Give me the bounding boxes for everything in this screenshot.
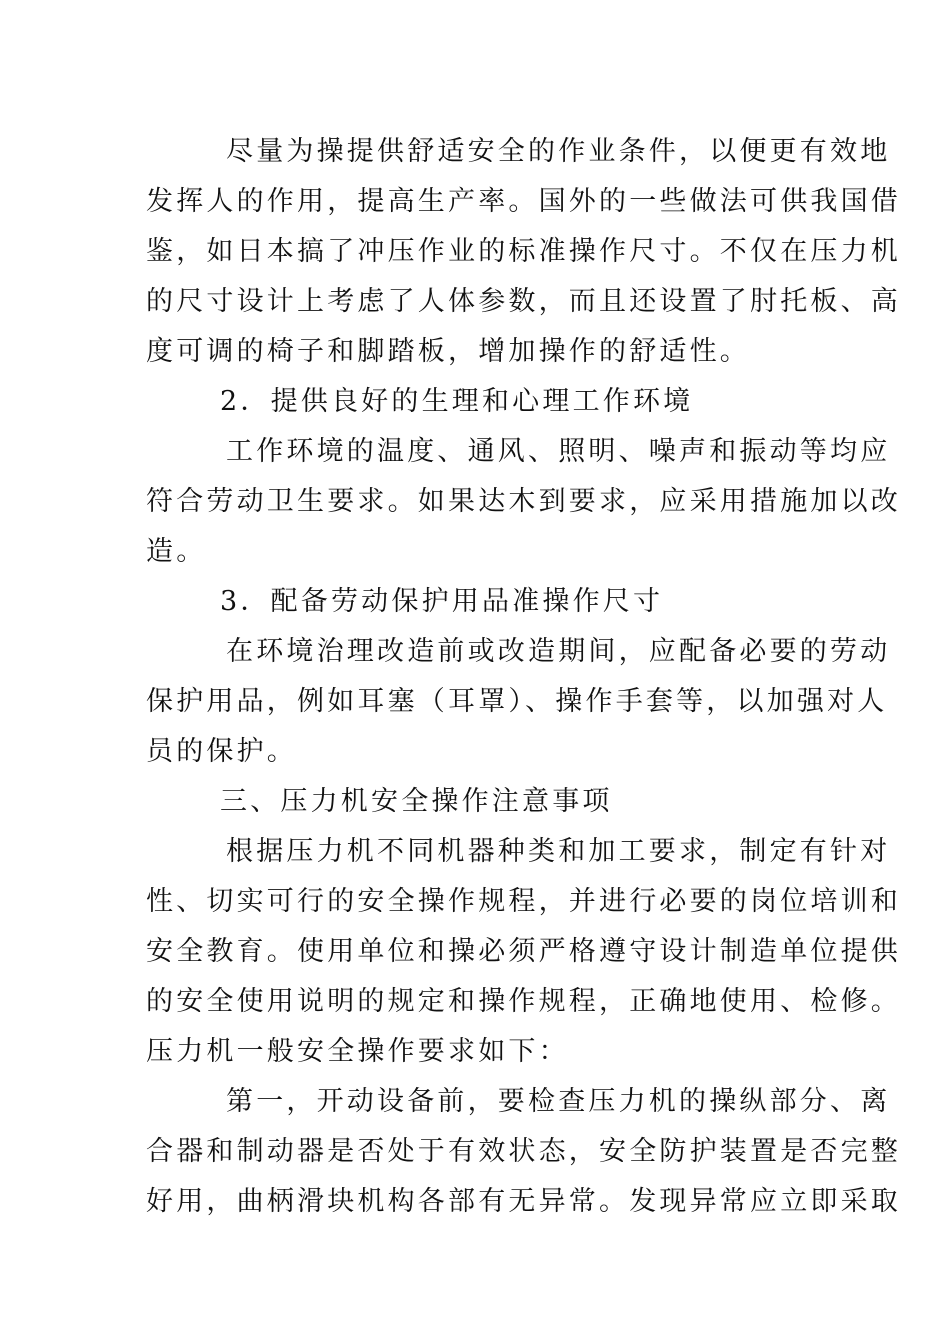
- paragraph-line: 性、切实可行的安全操作规程，并进行必要的岗位培训和: [146, 886, 901, 917]
- section-heading: 三、压力机安全操作注意事项: [220, 786, 613, 817]
- paragraph-line: 根据压力机不同机器种类和加工要求，制定有针对: [226, 836, 891, 867]
- paragraph-line: 保护用品，例如耳塞（耳罩）、操作手套等，以加强对人: [146, 686, 888, 717]
- paragraph-line: 在环境治理改造前或改造期间，应配备必要的劳动: [226, 636, 891, 667]
- paragraph-line: 鉴，如日本搞了冲压作业的标准操作尺寸。不仅在压力机: [146, 236, 901, 267]
- paragraph-line: 合器和制动器是否处于有效状态，安全防护装置是否完整: [146, 1136, 901, 1167]
- paragraph-line: 好用，曲柄滑块机构各部有无异常。发现异常应立即采取: [146, 1186, 901, 1217]
- paragraph-line: 第一，开动设备前，要检查压力机的操纵部分、离: [226, 1086, 891, 1117]
- paragraph-line: 尽量为操提供舒适安全的作业条件，以便更有效地: [226, 136, 891, 167]
- section-heading: 2．提供良好的生理和心理工作环境: [220, 386, 694, 417]
- paragraph-line: 员的保护。: [146, 736, 297, 767]
- paragraph-line: 度可调的椅子和脚踏板，增加操作的舒适性。: [146, 336, 750, 367]
- section-heading: 3．配备劳动保护用品准操作尺寸: [220, 586, 664, 617]
- paragraph-line: 发挥人的作用，提高生产率。国外的一些做法可供我国借: [146, 186, 901, 217]
- paragraph-line: 的尺寸设计上考虑了人体参数，而且还设置了肘托板、高: [146, 286, 901, 317]
- paragraph-line: 符合劳动卫生要求。如果达木到要求，应采用措施加以改: [146, 486, 901, 517]
- paragraph-line: 的安全使用说明的规定和操作规程，正确地使用、检修。: [146, 986, 901, 1017]
- paragraph-line: 造。: [146, 536, 207, 567]
- paragraph-line: 安全教育。使用单位和操必须严格遵守设计制造单位提供: [146, 936, 901, 967]
- paragraph-line: 工作环境的温度、通风、照明、噪声和振动等均应: [226, 436, 891, 467]
- paragraph-line: 压力机一般安全操作要求如下：: [146, 1036, 569, 1067]
